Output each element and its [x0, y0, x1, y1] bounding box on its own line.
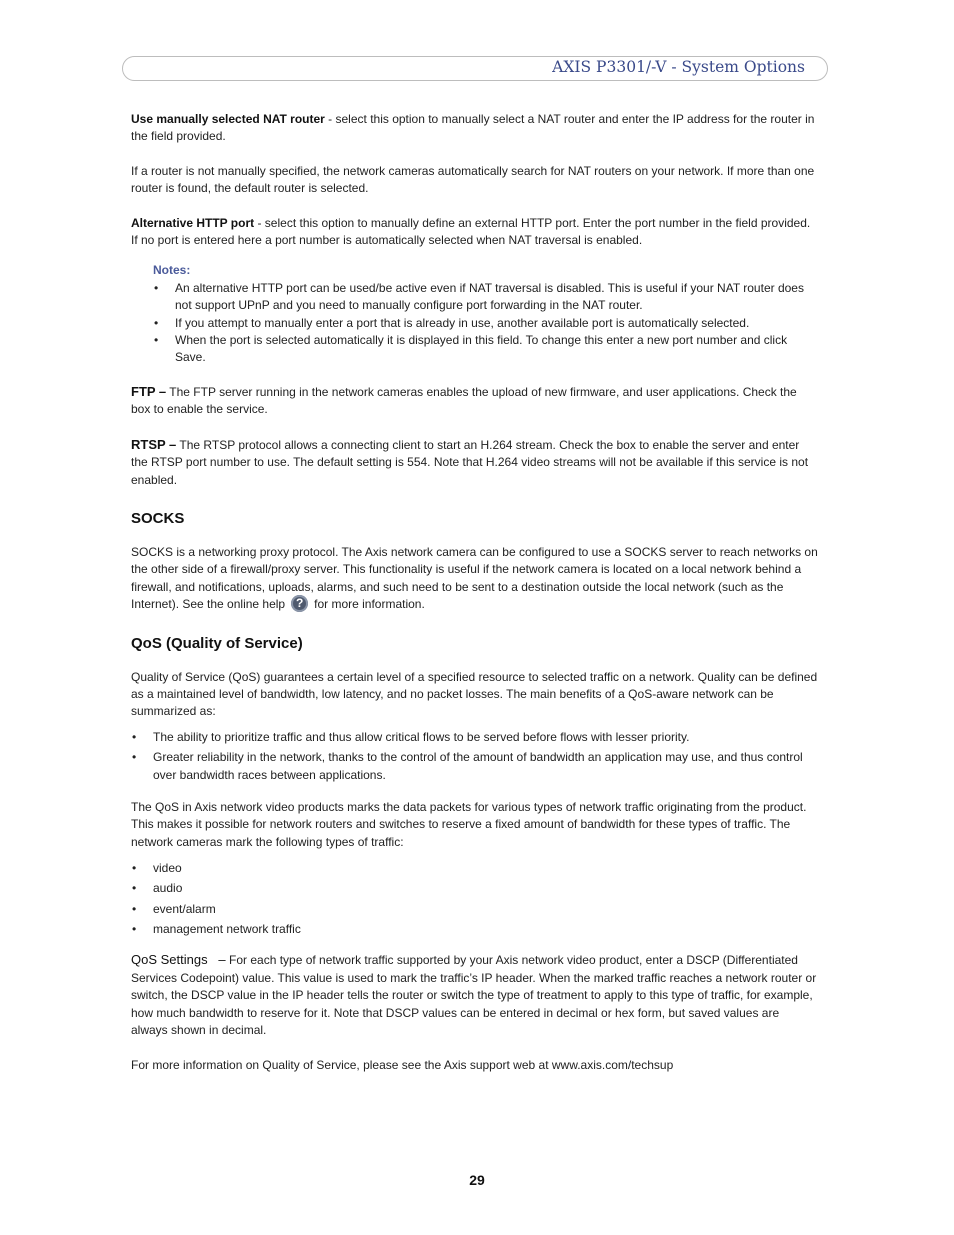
note-item: • An alternative HTTP port can be used/be active even if NAT traversal is disabled. This is useful if your NAT router does not support UPnP and you need to manually configure port forwarding in the NAT router. — [153, 280, 819, 315]
rtsp-label: RTSP – — [131, 436, 177, 452]
note-item: • When the port is selected automatically it is displayed in this field. To change this enter a new port number and click Save. — [153, 332, 819, 367]
nat-auto-paragraph: If a router is not manually specified, the network cameras automatically search for NAT routers on your network. If more than one router is found, the default router is selected. — [131, 163, 815, 196]
rtsp-paragraph — [131, 436, 819, 489]
help-icon: ? — [291, 595, 308, 612]
ftp-label: FTP – — [131, 383, 167, 399]
list-item: • event/alarm — [131, 901, 819, 918]
alt-port-label: Alternative HTTP port — [131, 215, 255, 230]
ftp-paragraph — [131, 383, 819, 419]
qos-intro: Quality of Service (QoS) guarantees a certain level of a specified resource to selected traffic on a network. Quality can be defined as a maintained level of bandwidth, low latency, and no packet losses. The main benefits of a QoS-aware network can be summarized as: — [131, 669, 818, 719]
list-item: • Greater reliability in the network, thanks to the control of the amount of bandwidth an application may use, and thus control over bandwidth races between applications. — [131, 749, 819, 784]
socks-text-after: for more information. — [314, 597, 425, 612]
alt-port-paragraph — [131, 215, 819, 250]
nat-manual-router-label: Use manually selected NAT router — [131, 112, 325, 126]
notes-title: Notes: — [153, 263, 191, 278]
qos-settings-label: QoS Settings – — [131, 952, 226, 968]
ftp-text: The FTP server running in the network cameras enables the upload of new firmware, and user applications. Check the box to enable the service. — [131, 384, 797, 417]
list-item: • video — [131, 860, 819, 877]
qos-settings-text: For each type of network traffic supported by your Axis network video product, enter a DSCP (Differentiated Services Codepoint) value. This value is used to mark the traffic’s IP header. When the marked traffic reaches a network router or switch, the DSCP value in the IP header tells the router or switch the type of treatment to apply to this type of traffic, for example, how much bandwidth to reserve for it. Note that DSCP values can be entered in decimal or hex form, but saved values are always shown in decimal. — [131, 953, 817, 1038]
traffic-types-list — [131, 860, 819, 938]
alt-port-text: - select this option to manually define an external HTTP port. Enter the port number in the field provided. If no port is entered here a port number is automatically selected when NAT traversal is enabled. — [131, 215, 811, 248]
note-item: • If you attempt to manually enter a port that is already in use, another available port is automatically selected. — [153, 315, 819, 332]
qos-heading: QoS (Quality of Service) — [131, 634, 303, 652]
socks-text: SOCKS is a networking proxy protocol. The Axis network camera can be configured to use a SOCKS server to reach networks on the other side of a firewall/proxy server. This functionality is useful if the network camera is located on a local network behind a firewall, and notifications, uploads, alarms, and such need to be sent to a destination outside the local network (such as the Internet). See the online help — [131, 544, 818, 612]
nat-manual-router-paragraph — [131, 111, 819, 146]
socks-heading: SOCKS — [131, 509, 185, 527]
nat-manual-router-text: - select this option to manually select a NAT router and enter the IP address for the router in the field provided. — [131, 112, 815, 144]
header-title: AXIS P3301/-V - System Options — [552, 58, 805, 76]
qos-benefits-list — [131, 729, 819, 784]
list-item: • audio — [131, 880, 819, 897]
page-number: 29 — [469, 1172, 485, 1188]
list-item: • management network traffic — [131, 921, 819, 938]
socks-paragraph — [131, 544, 819, 614]
qos-marks-paragraph: The QoS in Axis network video products marks the data packets for various types of network traffic originating from the product. This makes it possible for network routers and switches to reserve a fixed amount of bandwidth for these types of traffic. The network cameras mark the following types of traffic: — [131, 799, 807, 849]
page-header — [122, 56, 828, 81]
list-item: • The ability to prioritize traffic and thus allow critical flows to be served before flows with lesser priority. — [131, 729, 819, 746]
notes-list — [153, 280, 819, 367]
qos-settings-paragraph — [131, 951, 819, 1039]
qos-more-info: For more information on Quality of Service, please see the Axis support web at www.axis.com/techsup — [131, 1057, 674, 1072]
page-content — [131, 111, 819, 1074]
rtsp-text: The RTSP protocol allows a connecting client to start an H.264 stream. Check the box to enable the server and enter the RTSP port number to use. The default setting is 554. Note that H.264 video streams will not be available if this service is not enabled. — [131, 437, 809, 487]
notes-box — [153, 262, 819, 366]
